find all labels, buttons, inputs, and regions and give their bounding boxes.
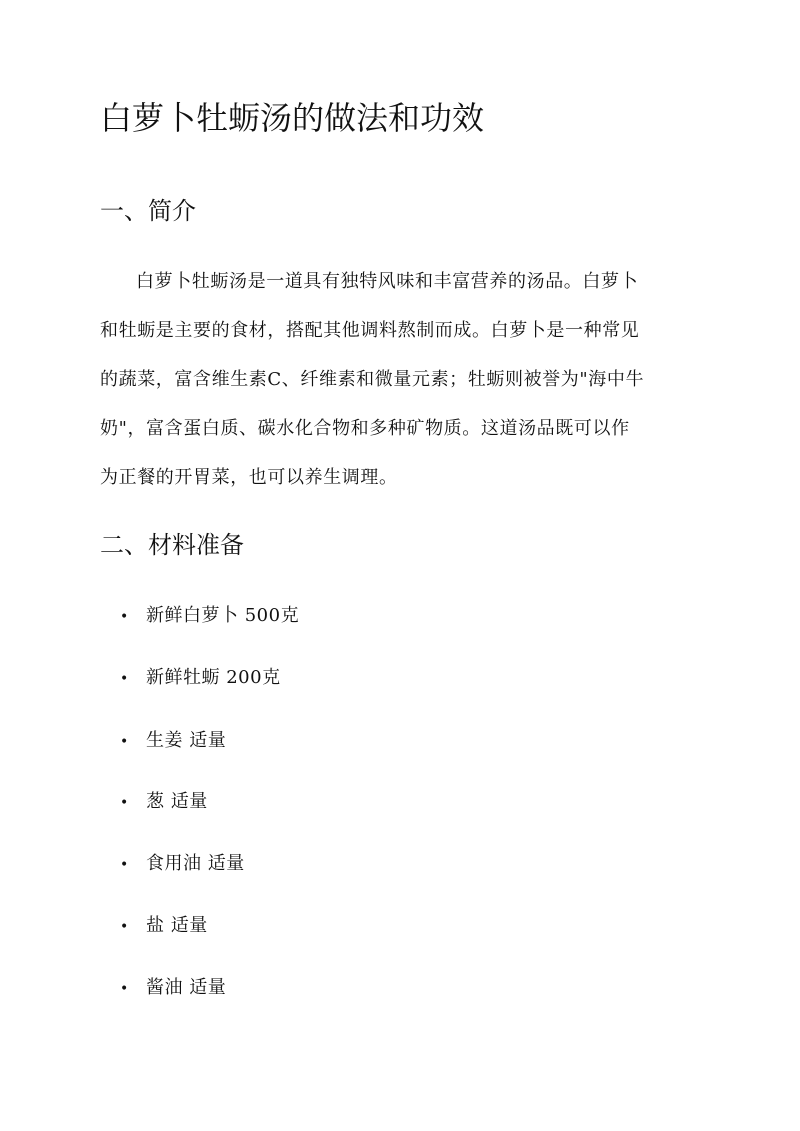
intro-paragraph <box>100 262 700 507</box>
list-item <box>120 726 226 756</box>
ingredient-text: 葱 适量 <box>146 791 208 812</box>
ingredient-text: 盐 适量 <box>146 915 208 936</box>
bullet-icon: • <box>120 609 129 625</box>
ingredient-text: 食用油 适量 <box>146 853 245 874</box>
ingredient-text: 生姜 适量 <box>146 730 227 751</box>
bullet-icon: • <box>120 734 129 750</box>
list-item <box>120 601 299 631</box>
bullet-icon: • <box>120 919 129 935</box>
ingredient-text: 酱油 适量 <box>146 977 227 998</box>
section-heading-materials: 二、材料准备 <box>100 531 244 559</box>
list-item <box>120 973 226 1003</box>
bullet-icon: • <box>120 857 129 873</box>
intro-line: 为正餐的开胃菜，也可以养生调理。 <box>100 467 398 488</box>
bullet-icon: • <box>120 671 129 687</box>
bullet-icon: • <box>120 981 129 997</box>
section-heading-intro: 一、简介 <box>100 197 196 225</box>
list-item <box>120 787 208 817</box>
intro-line: 奶"，富含蛋白质、碳水化合物和多种矿物质。这道汤品既可以作 <box>100 418 630 439</box>
ingredient-text: 新鲜牡蛎 200克 <box>146 667 281 688</box>
intro-line: 的蔬菜，富含维生素C、纤维素和微量元素；牡蛎则被誉为"海中牛 <box>100 369 645 390</box>
list-item <box>120 663 281 693</box>
document-title: 白萝卜牡蛎汤的做法和功效 <box>100 99 485 137</box>
list-item <box>120 849 245 879</box>
intro-line: 和牡蛎是主要的食材，搭配其他调料熬制而成。白萝卜是一种常见 <box>100 320 640 341</box>
bullet-icon: • <box>120 795 129 811</box>
ingredient-text: 新鲜白萝卜 500克 <box>146 605 300 626</box>
list-item <box>120 911 208 941</box>
intro-line: 白萝卜牡蛎汤是一道具有独特风味和丰富营养的汤品。白萝卜 <box>136 271 639 292</box>
